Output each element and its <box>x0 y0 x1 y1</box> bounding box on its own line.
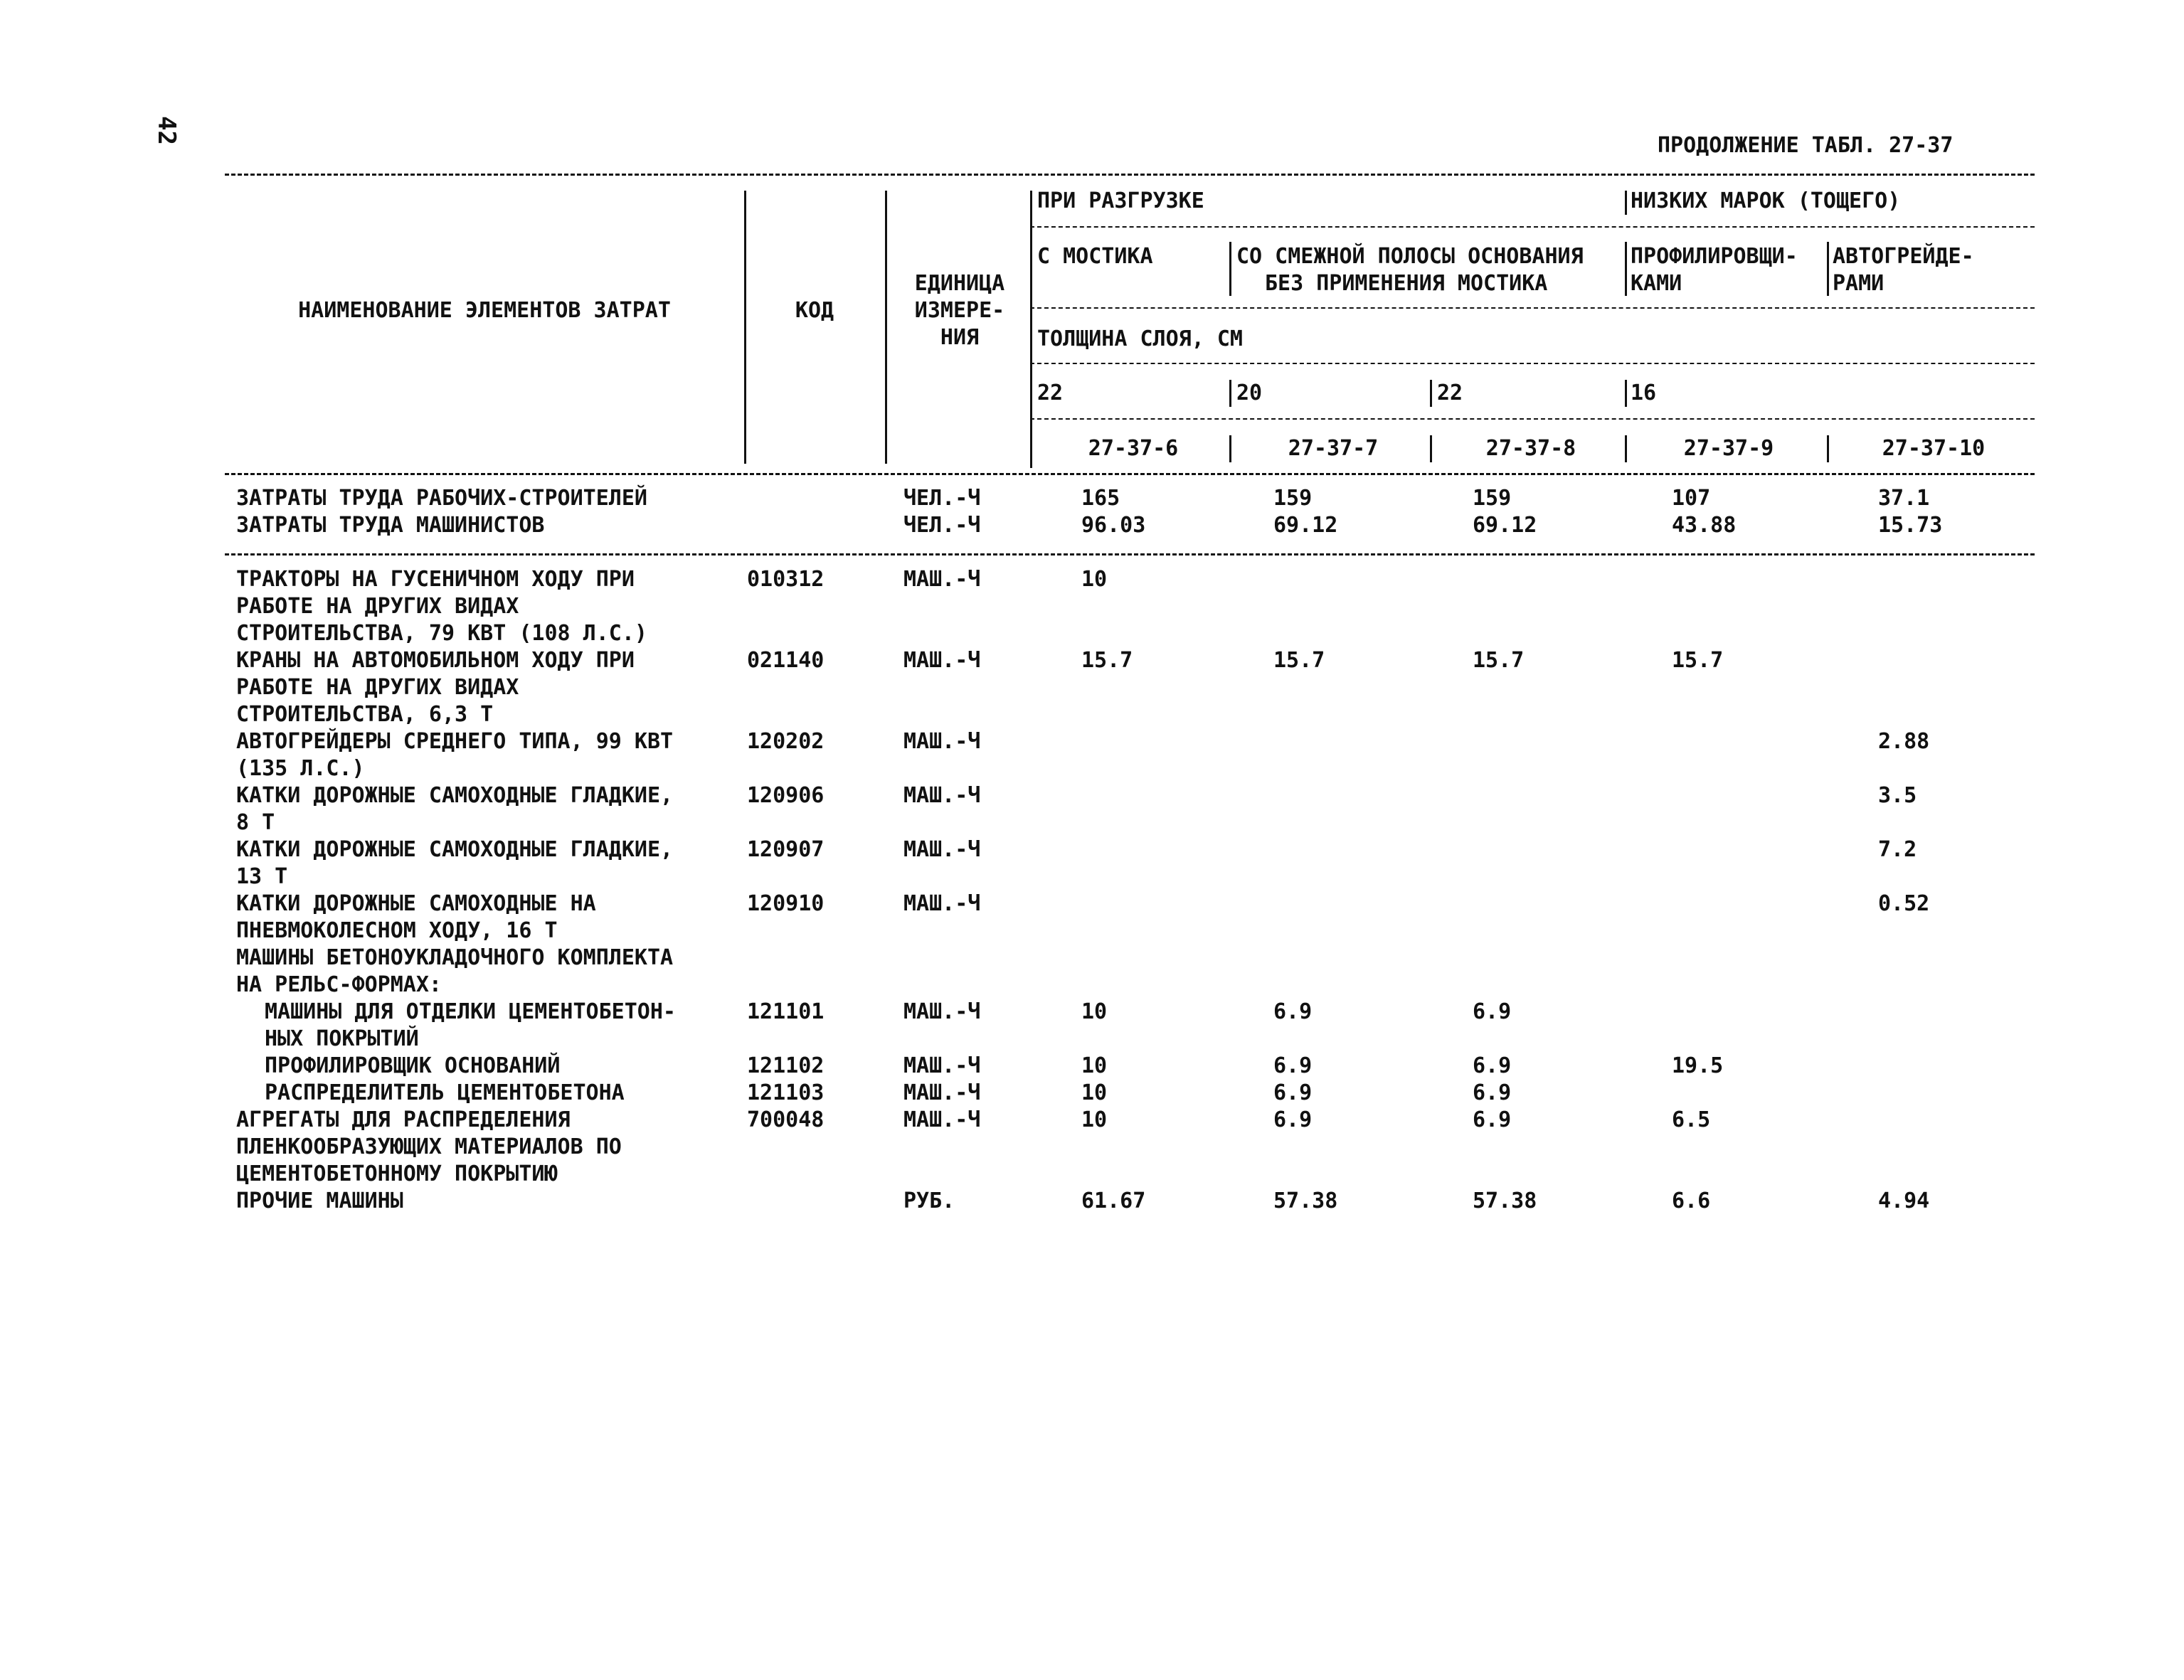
norm-code: 27-37-9 <box>1683 436 1774 461</box>
row-value: 10 <box>1081 1107 1108 1132</box>
row-value: 0.52 <box>1878 891 1930 916</box>
column-separator <box>1625 191 1627 215</box>
unit-value: ЧЕЛ.-Ч <box>903 486 981 511</box>
row-value: 159 <box>1273 486 1313 511</box>
thickness-value: 20 <box>1236 381 1263 405</box>
column-separator <box>1625 380 1627 407</box>
row-value: 43.88 <box>1672 513 1737 538</box>
column-separator <box>1625 435 1627 462</box>
machine-name: МАШИНЫ БЕТОНОУКЛАДОЧНОГО КОМПЛЕКТА <box>236 945 674 970</box>
unit-value: МАШ.-Ч <box>903 1053 981 1078</box>
machine-name: МАШИНЫ ДЛЯ ОТДЕЛКИ ЦЕМЕНТОБЕТОН- <box>265 999 676 1024</box>
column-separator <box>1827 242 1829 296</box>
row-value: 57.38 <box>1473 1189 1537 1213</box>
unit-value: МАШ.-Ч <box>903 729 981 754</box>
labor-name: ЗАТРАТЫ ТРУДА РАБОЧИХ-СТРОИТЕЛЕЙ <box>236 486 647 511</box>
thickness-value: 22 <box>1037 381 1064 405</box>
row-value: 96.03 <box>1081 513 1146 538</box>
row-value: 6.9 <box>1273 1080 1313 1105</box>
row-value: 6.9 <box>1473 1107 1512 1132</box>
group-unloading: ПРИ РАЗГРУЗКЕ <box>1037 188 1204 213</box>
page-number: 42 <box>152 116 181 145</box>
unit-value: МАШ.-Ч <box>903 1080 981 1105</box>
unit-column-header: ЕДИНИЦА <box>914 271 1005 296</box>
profilers-header: ПРОФИЛИРОВЩИ- <box>1631 244 1798 269</box>
row-value: 37.1 <box>1878 486 1930 511</box>
norm-code: 27-37-7 <box>1288 436 1379 461</box>
row-value: 6.9 <box>1473 1053 1512 1078</box>
row-value: 15.73 <box>1878 513 1943 538</box>
machine-code: 121101 <box>747 999 825 1024</box>
norm-code: 27-37-8 <box>1485 436 1576 461</box>
adjacent-strip-header: БЕЗ ПРИМЕНЕНИЯ МОСТИКА <box>1265 271 1548 296</box>
row-value: 2.88 <box>1878 729 1930 754</box>
column-separator <box>1229 380 1231 407</box>
row-value: 6.9 <box>1273 1053 1313 1078</box>
machine-code: 021140 <box>747 648 825 673</box>
machine-name: КРАНЫ НА АВТОМОБИЛЬНОМ ХОДУ ПРИ <box>236 648 635 673</box>
column-separator <box>885 191 887 464</box>
code-column-header: КОД <box>795 298 834 323</box>
row-value: 3.5 <box>1878 783 1917 808</box>
machine-name: 13 Т <box>236 864 288 889</box>
row-value: 15.7 <box>1273 648 1325 673</box>
row-value: 57.38 <box>1273 1189 1338 1213</box>
graders-header: АВТОГРЕЙДЕ- <box>1833 244 1974 269</box>
row-value: 10 <box>1081 1080 1108 1105</box>
machine-code: 120906 <box>747 783 825 808</box>
row-value: 6.6 <box>1672 1189 1711 1213</box>
graders-header: РАМИ <box>1833 271 1885 296</box>
unit-value: МАШ.-Ч <box>903 891 981 916</box>
row-value: 6.9 <box>1273 1107 1313 1132</box>
rule-line <box>1030 226 2035 228</box>
machine-name: ПРОФИЛИРОВЩИК ОСНОВАНИЙ <box>265 1053 561 1078</box>
norm-code: 27-37-10 <box>1882 436 1986 461</box>
machine-name: 8 Т <box>236 810 275 835</box>
labor-name: ЗАТРАТЫ ТРУДА МАШИНИСТОВ <box>236 513 545 538</box>
unit-column-header: ИЗМЕРЕ- <box>914 298 1005 323</box>
row-value: 69.12 <box>1273 513 1338 538</box>
unit-value: МАШ.-Ч <box>903 999 981 1024</box>
machine-name: АГРЕГАТЫ ДЛЯ РАСПРЕДЕЛЕНИЯ <box>236 1107 571 1132</box>
machine-name: НА РЕЛЬС-ФОРМАХ: <box>236 972 442 997</box>
machine-name: КАТКИ ДОРОЖНЫЕ САМОХОДНЫЕ НА <box>236 891 596 916</box>
layer-thickness-header: ТОЛЩИНА СЛОЯ, СМ <box>1037 326 1243 351</box>
machine-code: 121102 <box>747 1053 825 1078</box>
column-separator <box>744 191 746 464</box>
column-separator <box>1430 435 1432 462</box>
rule-line <box>1030 363 2035 364</box>
machine-name: ПРОЧИЕ МАШИНЫ <box>236 1189 403 1213</box>
row-value: 15.7 <box>1081 648 1133 673</box>
machine-name: РАСПРЕДЕЛИТЕЛЬ ЦЕМЕНТОБЕТОНА <box>265 1080 625 1105</box>
machine-name: СТРОИТЕЛЬСТВА, 6,3 Т <box>236 702 494 727</box>
machine-name: КАТКИ ДОРОЖНЫЕ САМОХОДНЫЕ ГЛАДКИЕ, <box>236 837 674 862</box>
column-separator <box>1827 435 1829 462</box>
machine-name: КАТКИ ДОРОЖНЫЕ САМОХОДНЫЕ ГЛАДКИЕ, <box>236 783 674 808</box>
row-value: 10 <box>1081 1053 1108 1078</box>
machine-name: РАБОТЕ НА ДРУГИХ ВИДАХ <box>236 675 519 700</box>
rule-line <box>225 473 2035 475</box>
row-value: 7.2 <box>1878 837 1917 862</box>
machine-code: 120910 <box>747 891 825 916</box>
machine-name: НЫХ ПОКРЫТИЙ <box>265 1026 419 1051</box>
machine-name: (135 Л.С.) <box>236 756 365 781</box>
table-caption: ПРОДОЛЖЕНИЕ ТАБЛ. 27-37 <box>1658 133 1954 158</box>
rule-line <box>1030 307 2035 309</box>
unit-value: МАШ.-Ч <box>903 648 981 673</box>
rule-line <box>225 553 2035 555</box>
row-value: 165 <box>1081 486 1120 511</box>
machine-code: 121103 <box>747 1080 825 1105</box>
machine-name: ПНЕВМОКОЛЕСНОМ ХОДУ, 16 Т <box>236 918 558 943</box>
group-low-grades: НИЗКИХ МАРОК (ТОЩЕГО) <box>1631 188 1901 213</box>
unit-value: МАШ.-Ч <box>903 567 981 592</box>
row-value: 6.9 <box>1273 999 1313 1024</box>
row-value: 6.9 <box>1473 1080 1512 1105</box>
machine-name: ЦЕМЕНТОБЕТОННОМУ ПОКРЫТИЮ <box>236 1161 558 1186</box>
column-separator <box>1430 380 1432 407</box>
adjacent-strip-header: СО СМЕЖНОЙ ПОЛОСЫ ОСНОВАНИЯ <box>1236 244 1584 269</box>
row-value: 6.9 <box>1473 999 1512 1024</box>
machine-name: ТРАКТОРЫ НА ГУСЕНИЧНОМ ХОДУ ПРИ <box>236 567 635 592</box>
machine-name: СТРОИТЕЛЬСТВА, 79 КВТ (108 Л.С.) <box>236 621 647 646</box>
machine-name: РАБОТЕ НА ДРУГИХ ВИДАХ <box>236 594 519 619</box>
row-value: 6.5 <box>1672 1107 1711 1132</box>
name-column-header: НАИМЕНОВАНИЕ ЭЛЕМЕНТОВ ЗАТРАТ <box>298 298 671 323</box>
unit-value: МАШ.-Ч <box>903 837 981 862</box>
norm-code: 27-37-6 <box>1088 436 1179 461</box>
row-value: 69.12 <box>1473 513 1537 538</box>
unit-column-header: НИЯ <box>940 325 980 350</box>
unit-value: МАШ.-Ч <box>903 1107 981 1132</box>
row-value: 10 <box>1081 567 1108 592</box>
unit-value: РУБ. <box>903 1189 955 1213</box>
row-value: 19.5 <box>1672 1053 1724 1078</box>
unit-value: МАШ.-Ч <box>903 783 981 808</box>
rule-line <box>1030 418 2035 420</box>
row-value: 10 <box>1081 999 1108 1024</box>
thickness-value: 22 <box>1437 381 1463 405</box>
row-value: 107 <box>1672 486 1711 511</box>
profilers-header: КАМИ <box>1631 271 1682 296</box>
machine-code: 120202 <box>747 729 825 754</box>
thickness-value: 16 <box>1631 381 1657 405</box>
row-value: 61.67 <box>1081 1189 1146 1213</box>
column-separator <box>1030 191 1032 468</box>
column-separator <box>1229 435 1231 462</box>
row-value: 4.94 <box>1878 1189 1930 1213</box>
unit-value: ЧЕЛ.-Ч <box>903 513 981 538</box>
row-value: 15.7 <box>1473 648 1525 673</box>
from-bridge-header: С МОСТИКА <box>1037 244 1153 269</box>
machine-code: 010312 <box>747 567 825 592</box>
row-value: 15.7 <box>1672 648 1724 673</box>
column-separator <box>1229 242 1231 296</box>
column-separator <box>1625 242 1627 296</box>
machine-name: АВТОГРЕЙДЕРЫ СРЕДНЕГО ТИПА, 99 КВТ <box>236 729 674 754</box>
machine-code: 700048 <box>747 1107 825 1132</box>
row-value: 159 <box>1473 486 1512 511</box>
machine-name: ПЛЕНКООБРАЗУЮЩИХ МАТЕРИАЛОВ ПО <box>236 1134 622 1159</box>
rule-line <box>225 174 2035 176</box>
machine-code: 120907 <box>747 837 825 862</box>
